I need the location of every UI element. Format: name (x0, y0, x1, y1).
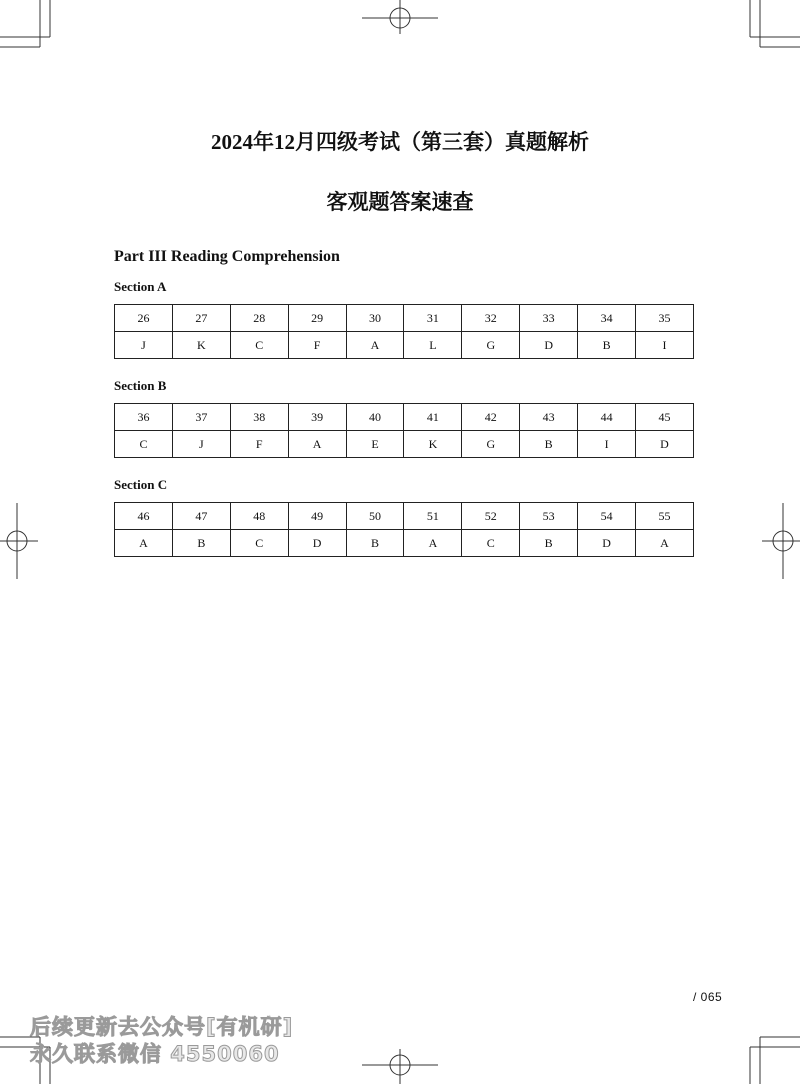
answer-cell: I (636, 332, 694, 359)
answer-cell: D (520, 332, 578, 359)
answer-cell: C (462, 530, 520, 557)
question-number-cell: 37 (172, 404, 230, 431)
answer-cell: A (346, 332, 404, 359)
question-number-cell: 51 (404, 503, 462, 530)
crop-mark-icon (750, 0, 800, 47)
answer-cell: B (520, 431, 578, 458)
question-number-cell: 32 (462, 305, 520, 332)
question-number-cell: 43 (520, 404, 578, 431)
answer-cell: G (462, 431, 520, 458)
answer-cell: D (288, 530, 346, 557)
section-c-label: Section C (114, 477, 168, 492)
answer-row (115, 431, 694, 458)
question-number-cell: 53 (520, 503, 578, 530)
answer-cell: C (230, 332, 288, 359)
question-number-cell: 26 (115, 305, 173, 332)
watermark-line: 永久联系微信 4550060 (30, 1042, 280, 1066)
part-heading: Part III Reading Comprehension (114, 248, 340, 265)
question-number-cell: 45 (636, 404, 694, 431)
question-number-cell: 35 (636, 305, 694, 332)
section-b-label: Section B (114, 378, 167, 393)
question-number-cell: 50 (346, 503, 404, 530)
answer-cell: E (346, 431, 404, 458)
registration-mark-icon (362, 0, 438, 34)
answer-cell: D (636, 431, 694, 458)
question-number-cell: 44 (578, 404, 636, 431)
page-subtitle: 客观题答案速查 (326, 190, 474, 214)
question-number-cell: 36 (115, 404, 173, 431)
answer-cell: B (520, 530, 578, 557)
section-a-label: Section A (114, 279, 167, 294)
question-number-cell: 41 (404, 404, 462, 431)
question-number-cell: 55 (636, 503, 694, 530)
question-number-cell: 52 (462, 503, 520, 530)
question-number-cell: 46 (115, 503, 173, 530)
answer-cell: F (230, 431, 288, 458)
watermark-line: 后续更新去公众号[有机研] (30, 1015, 294, 1039)
question-number-cell: 47 (172, 503, 230, 530)
answer-row (115, 332, 694, 359)
answer-cell: B (346, 530, 404, 557)
answer-cell: J (115, 332, 173, 359)
question-number-cell: 29 (288, 305, 346, 332)
answer-row (115, 530, 694, 557)
question-number-cell: 33 (520, 305, 578, 332)
question-number-cell: 49 (288, 503, 346, 530)
registration-mark-icon (762, 503, 800, 579)
answer-cell: A (115, 530, 173, 557)
answer-cell: B (578, 332, 636, 359)
answer-cell: K (404, 431, 462, 458)
section-a-answer-table (114, 304, 694, 359)
question-number-row (115, 503, 694, 530)
answer-cell: C (115, 431, 173, 458)
section-b-answer-table (114, 403, 694, 458)
watermark (30, 1014, 293, 1068)
registration-mark-icon (0, 503, 38, 579)
crop-mark-icon (750, 1037, 800, 1084)
answer-cell: K (172, 332, 230, 359)
question-number-row (115, 305, 694, 332)
question-number-cell: 30 (346, 305, 404, 332)
question-number-cell: 54 (578, 503, 636, 530)
question-number-cell: 39 (288, 404, 346, 431)
answer-cell: A (404, 530, 462, 557)
crop-mark-icon (0, 0, 50, 47)
answer-cell: F (288, 332, 346, 359)
question-number-cell: 27 (172, 305, 230, 332)
question-number-row (115, 404, 694, 431)
page-title: 2024年12月四级考试（第三套）真题解析 (211, 130, 589, 154)
answer-cell: G (462, 332, 520, 359)
question-number-cell: 31 (404, 305, 462, 332)
question-number-cell: 28 (230, 305, 288, 332)
answer-cell: B (172, 530, 230, 557)
question-number-cell: 42 (462, 404, 520, 431)
question-number-cell: 40 (346, 404, 404, 431)
question-number-cell: 48 (230, 503, 288, 530)
registration-mark-icon (362, 1049, 438, 1084)
answer-cell: A (636, 530, 694, 557)
answer-cell: L (404, 332, 462, 359)
page-number: / 065 (693, 990, 723, 1004)
answer-cell: A (288, 431, 346, 458)
answer-cell: I (578, 431, 636, 458)
answer-cell: J (172, 431, 230, 458)
answer-cell: D (578, 530, 636, 557)
question-number-cell: 38 (230, 404, 288, 431)
answer-cell: C (230, 530, 288, 557)
question-number-cell: 34 (578, 305, 636, 332)
section-c-answer-table (114, 502, 694, 557)
